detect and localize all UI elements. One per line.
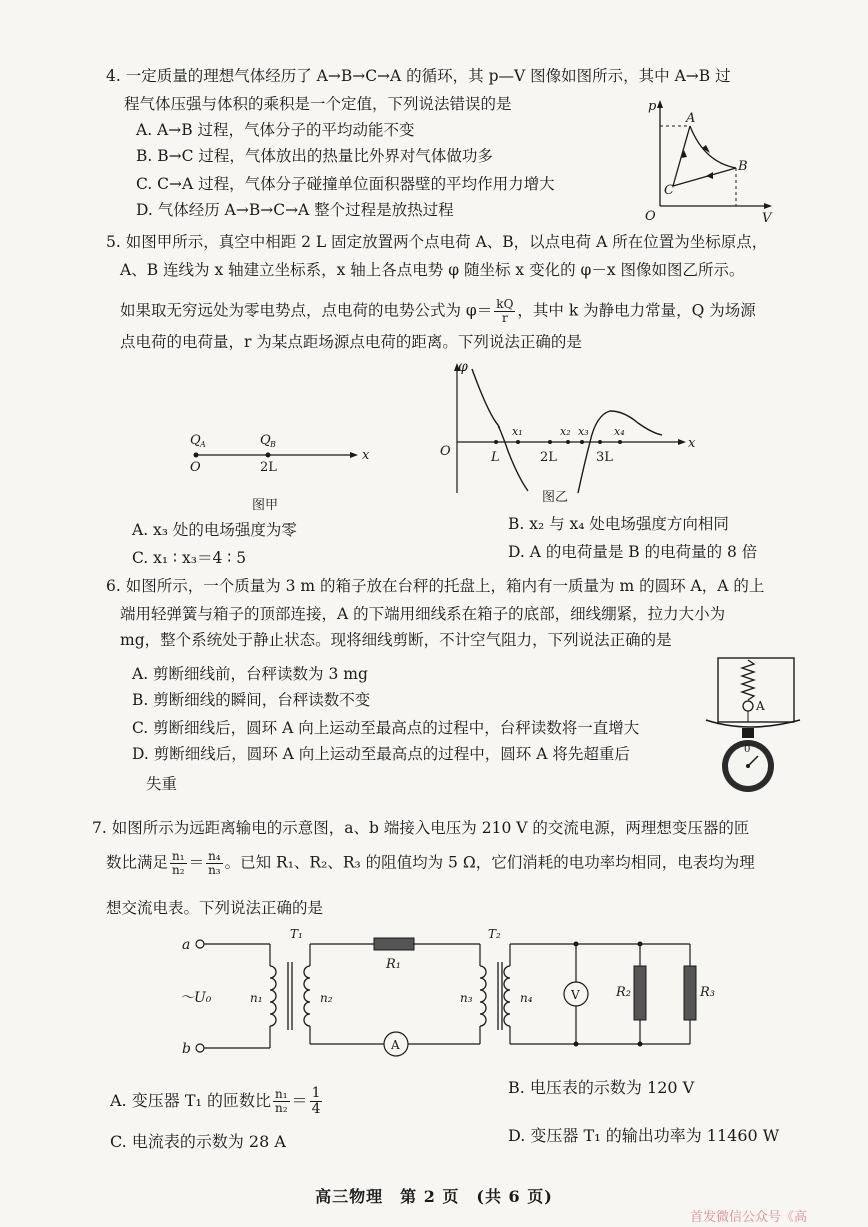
q5-charge-b-dot xyxy=(266,453,271,458)
q6-option-d-cont: 失重 xyxy=(146,775,178,793)
q4-label-p: p xyxy=(648,99,657,114)
q6-stem-line2: 端用轻弹簧与箱子的顶部连接，A 的下端用细线系在箱子的底部，细线绷紧，拉力大小为 xyxy=(120,605,726,623)
q5-figure-a xyxy=(180,425,380,520)
q7-label-r2: R₂ xyxy=(616,985,631,1000)
q4-label-o: O xyxy=(645,209,656,224)
q4-line-ca xyxy=(673,126,690,186)
q5-caption-b: 图乙 xyxy=(542,490,569,505)
q5-label-qa-sub: A xyxy=(200,440,206,449)
q5-stem-line2: A、B 连线为 x 轴建立坐标系，x 轴上各点电势 φ 随坐标 x 变化的 φ－x 图像如图乙所示。 xyxy=(120,261,745,279)
q5-label-l: L xyxy=(491,450,500,465)
q7-label-u0: ～U₀ xyxy=(180,990,212,1006)
q7-terminal-b xyxy=(196,1044,204,1052)
q7-ratio-fraction-2: $\frac{\text{n₄}}{\text{n₃}}$ xyxy=(208,849,221,877)
q5-label-o-a: O xyxy=(190,460,201,475)
q5-label-x3: x₃ xyxy=(578,425,589,438)
q7-label-t2: T₂ xyxy=(488,927,501,941)
q5-label-x-b: x xyxy=(688,436,696,451)
q6-tray xyxy=(706,720,800,727)
q7-stem-line1: 7. 如图所示为远距离输电的示意图，a、b 端接入电压为 210 V 的交流电源，两理想变压器的匝 xyxy=(92,819,750,837)
q7-ratio-fraction-1: $\frac{\text{n₁}}{\text{n₂}}$ xyxy=(172,849,185,877)
q5-stem-line1: 5. 如图甲所示，真空中相距 2 L 固定放置两个点电荷 A、B，以点电荷 A 所在位置为坐标原点， xyxy=(106,233,768,251)
q7-ammeter-label: A xyxy=(391,1038,400,1052)
q7-label-n1: n₁ xyxy=(250,991,263,1005)
q6-ring-a xyxy=(743,701,753,711)
q6-option-b: B. 剪断细线的瞬间，台秤读数不变 xyxy=(132,691,371,709)
q6-dial-zero: 0 xyxy=(744,744,751,755)
q7-option-b: B. 电压表的示数为 120 V xyxy=(508,1078,695,1097)
q5-label-qb: Q xyxy=(260,433,271,448)
q5-charge-a-dot xyxy=(194,453,199,458)
q7-resistor-r1 xyxy=(374,938,414,950)
q7-coil-n2 xyxy=(304,966,310,1026)
q4-stem-line2: 程气体压强与体积的乘积是一个定值，下列说法错误的是 xyxy=(124,95,512,113)
q7-opt-a-value: $\frac{1}{4}$ xyxy=(311,1085,321,1117)
q7-label-r3: R₃ xyxy=(700,985,715,1000)
q4-option-b: B. B→C 过程，气体放出的热量比外界对气体做功多 xyxy=(136,147,493,165)
q4-isotherm-ab xyxy=(690,126,736,168)
q4-line-bc xyxy=(673,168,736,186)
q7-label-a: a xyxy=(182,937,191,953)
q7-option-c: C. 电流表的示数为 28 A xyxy=(110,1132,286,1151)
q6-stem-line3: mg，整个系统处于静止状态。现将细线剪断，不计空气阻力，下列说法正确的是 xyxy=(120,631,672,649)
q5-figure-b xyxy=(430,355,710,505)
q5-curve-right xyxy=(578,411,662,493)
q5-label-qb-sub: B xyxy=(270,440,276,449)
q6-stem-line1: 6. 如图所示，一个质量为 3 m 的箱子放在台秤的托盘上，箱内有一质量为 m 的圆环 A，A 的上 xyxy=(106,577,765,595)
q5-option-d: D. A 的电荷量是 B 的电荷量的 8 倍 xyxy=(508,543,758,561)
q5-label-2l-b: 2L xyxy=(540,450,557,465)
q5-label-x1: x₁ xyxy=(512,425,523,438)
q7-option-a: A. 变压器 T₁ 的匝数比 $\frac{\text{n₁}}{\text{n₂}}$ ＝ $\frac{1}{4}$ xyxy=(110,1085,321,1117)
q5-label-x4: x₄ xyxy=(614,425,625,438)
q7-stem-line3: 想交流电表。下列说法正确的是 xyxy=(106,899,324,917)
q7-label-t1: T₁ xyxy=(290,927,303,941)
q5-stem-line4: 点电荷的电荷量，r 为某点距场源点电荷的距离。下列说法正确的是 xyxy=(120,333,582,351)
q5-potential-fraction: $\frac{kQ}{r}$ xyxy=(496,297,514,325)
q6-spring xyxy=(742,660,754,700)
watermark-text: 首发微信公众号《高 xyxy=(690,1210,808,1225)
q7-coil-n3 xyxy=(480,966,486,1026)
q5-option-a: A. x₃ 处的电场强度为零 xyxy=(132,521,297,539)
q4-stem-line1: 4. 一定质量的理想气体经历了 A→B→C→A 的循环，其 p—V 图像如图所示，其中 A→B 过 xyxy=(106,67,731,85)
q4-option-a: A. A→B 过程，气体分子的平均动能不变 xyxy=(136,121,415,139)
q7-label-r1: R₁ xyxy=(386,957,401,972)
q5-caption-a: 图甲 xyxy=(252,498,279,513)
q5-option-c: C. x₁ ∶ x₃＝4 ∶ 5 xyxy=(132,549,247,567)
q6-option-a: A. 剪断细线前，台秤读数为 3 mg xyxy=(132,665,368,683)
q4-label-b: B xyxy=(738,159,748,174)
q5-label-phi: φ xyxy=(458,359,468,375)
q6-option-d: D. 剪断细线后，圆环 A 向上运动至最高点的过程中，圆环 A 将先超重后 xyxy=(132,745,630,763)
q4-pv-diagram xyxy=(640,98,780,226)
q7-circuit-diagram xyxy=(170,922,730,1067)
q7-label-b: b xyxy=(182,1041,191,1057)
q7-opt-a-ratio: $\frac{\text{n₁}}{\text{n₂}}$ xyxy=(275,1087,288,1115)
q6-label-a: A xyxy=(756,699,765,713)
q7-label-n4: n₄ xyxy=(520,991,533,1005)
q6-option-c: C. 剪断细线后，圆环 A 向上运动至最高点的过程中，台秤读数将一直增大 xyxy=(132,719,640,737)
q5-option-b: B. x₂ 与 x₄ 处电场强度方向相同 xyxy=(508,515,729,533)
q4-label-a: A xyxy=(686,111,696,126)
q5-label-x-a: x xyxy=(362,448,370,463)
page-footer: 高三物理 第 2 页 (共 6 页) xyxy=(315,1187,553,1206)
q5-label-2l-a: 2L xyxy=(260,460,277,475)
q4-label-v: V xyxy=(762,211,772,226)
q7-voltmeter-label: V xyxy=(571,988,580,1002)
q6-scale-figure xyxy=(700,652,810,797)
q4-option-c: C. C→A 过程，气体分子碰撞单位面积器壁的平均作用力增大 xyxy=(136,175,555,193)
q7-resistor-r3 xyxy=(684,966,696,1020)
q5-label-qa: Q xyxy=(190,433,201,448)
q5-label-x2: x₂ xyxy=(560,425,571,438)
q7-resistor-r2 xyxy=(634,966,646,1020)
q7-stem-line2: 数比满足 $\frac{\text{n₁}}{\text{n₂}}$ ＝ $\frac{\text{n₄}}{\text{n₃}}$ 。已知 R₁、R₂、R₃ 的阻值均为 5 Ω，它们消耗的电功率均相同，电表均为理 xyxy=(106,849,755,877)
q5-label-3l: 3L xyxy=(596,450,613,465)
q5-label-o-b: O xyxy=(440,444,451,459)
q7-label-n2: n₂ xyxy=(320,991,333,1005)
q5-stem-line3: 如果取无穷远处为零电势点，点电荷的电势公式为 φ＝ $\frac{kQ}{r}$ ，其中 k 为静电力常量，Q 为场源 xyxy=(120,297,756,325)
q7-coil-n1 xyxy=(270,966,276,1026)
q7-option-d: D. 变压器 T₁ 的输出功率为 11460 W xyxy=(508,1126,780,1145)
q4-label-c: C xyxy=(664,183,674,198)
q7-coil-n4 xyxy=(504,966,510,1026)
q7-label-n3: n₃ xyxy=(460,991,473,1005)
q4-option-d: D. 气体经历 A→B→C→A 整个过程是放热过程 xyxy=(136,201,454,219)
q7-terminal-a xyxy=(196,940,204,948)
